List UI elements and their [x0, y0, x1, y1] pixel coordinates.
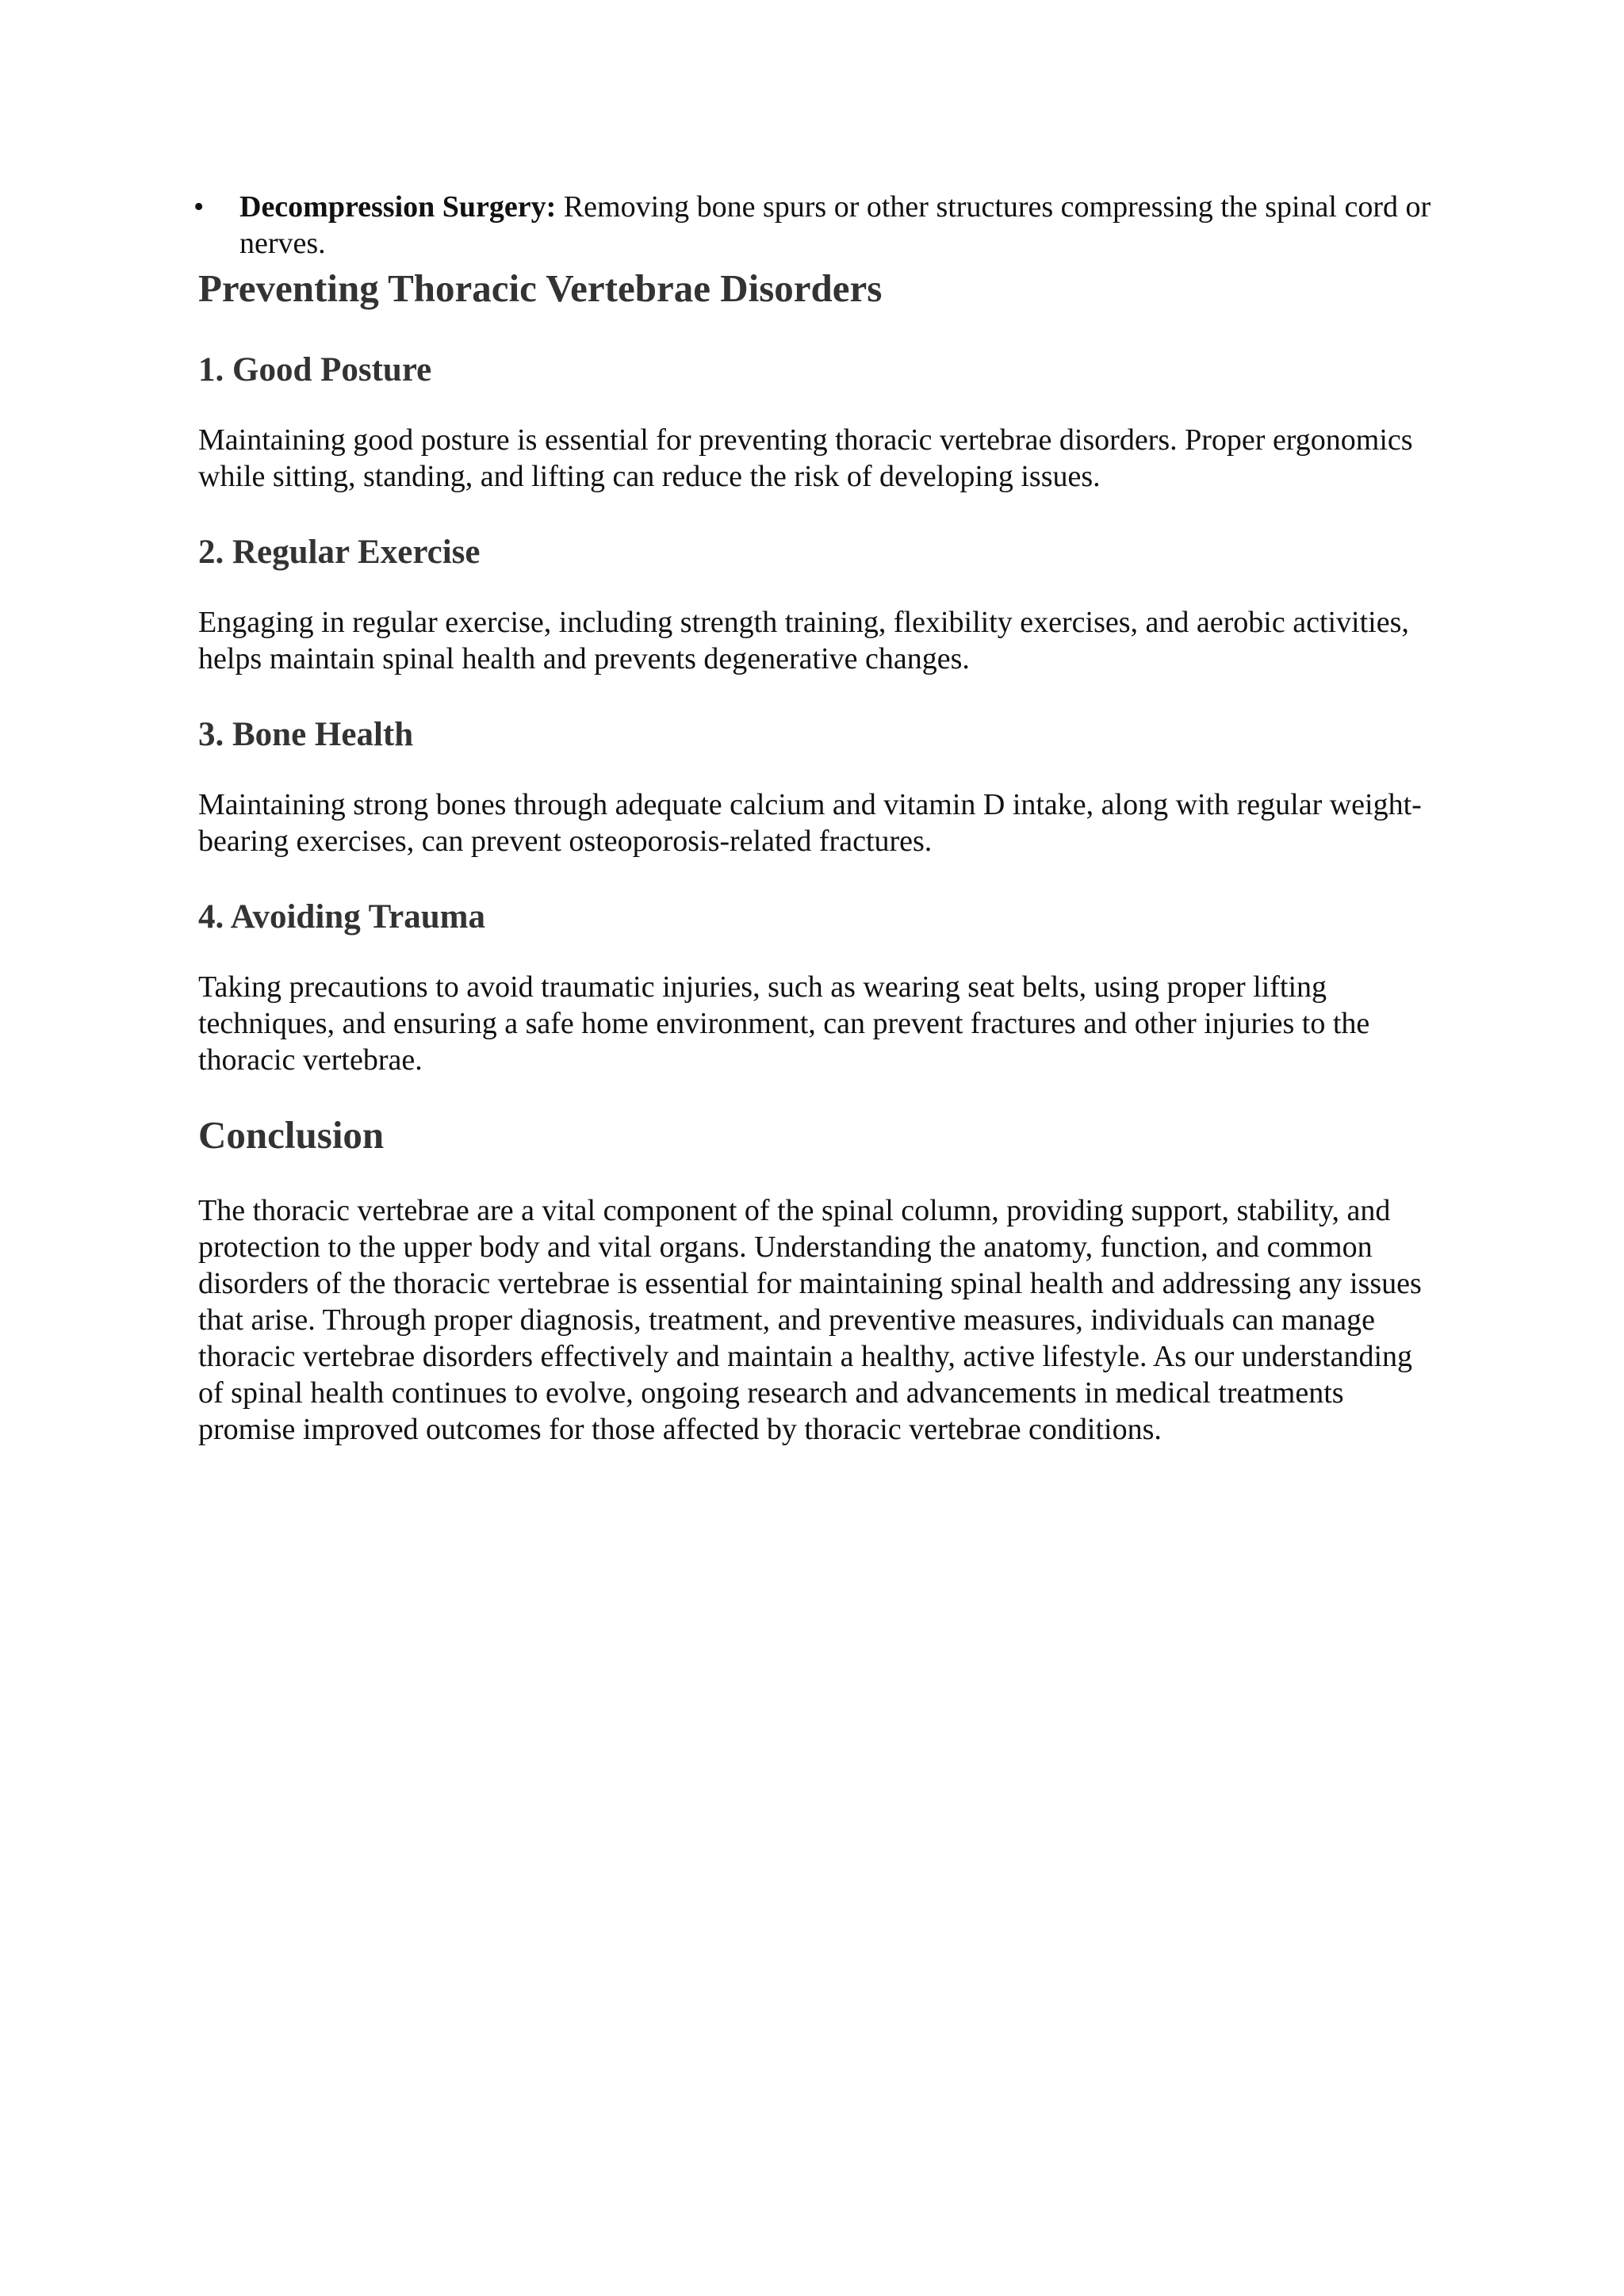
paragraph-avoiding-trauma: Taking precautions to avoid traumatic injuries, such as wearing seat belts, using proper lifting techniques, and ensuring a safe home environment, can prevent fractures and other injuries to the thoracic vertebrae.: [198, 970, 1370, 1077]
bullet-text: Removing bone spurs or other structures compressing the spinal cord or nerves.: [239, 190, 1431, 260]
subheading-good-posture: 1. Good Posture: [198, 351, 432, 388]
paragraph-good-posture: Maintaining good posture is essential for preventing thoracic vertebrae disorders. Proper ergonomics while sitting, standing, and lifting can reduce the risk of developing issues.: [198, 423, 1413, 493]
paragraph-conclusion: The thoracic vertebrae are a vital component of the spinal column, providing support, stability, and protection to the upper body and vital organs. Understanding the anatomy, function, and common disorders of the thoracic vertebrae is essential for maintaining spinal health and addressing any issues that arise. Through proper diagnosis, treatment, and preventive measures, individuals can manage thoracic vertebrae disorders effectively and maintain a healthy, active lifestyle. As our understanding of spinal health continues to evolve, ongoing research and advancements in medical treatments promise improved outcomes for those affected by thoracic vertebrae conditions.: [198, 1194, 1422, 1446]
bullet-icon: •: [193, 190, 205, 224]
section-heading-prevention: Preventing Thoracic Vertebrae Disorders: [198, 266, 883, 310]
section-heading-conclusion: Conclusion: [198, 1113, 385, 1157]
bullet-term: Decompression Surgery:: [239, 190, 557, 224]
subheading-regular-exercise: 2. Regular Exercise: [198, 534, 481, 571]
list-item: [193, 189, 1435, 262]
subheading-bone-health: 3. Bone Health: [198, 716, 414, 753]
treatment-bullet-list: [193, 189, 1435, 262]
document-page: [193, 189, 1435, 1448]
subheading-avoiding-trauma: 4. Avoiding Trauma: [198, 898, 485, 936]
paragraph-bone-health: Maintaining strong bones through adequate calcium and vitamin D intake, along with regular weight-bearing exercises, can prevent osteoporosis-related fractures.: [198, 788, 1422, 858]
paragraph-regular-exercise: Engaging in regular exercise, including strength training, flexibility exercises, and aerobic activities, helps maintain spinal health and prevents degenerative changes.: [198, 606, 1409, 675]
